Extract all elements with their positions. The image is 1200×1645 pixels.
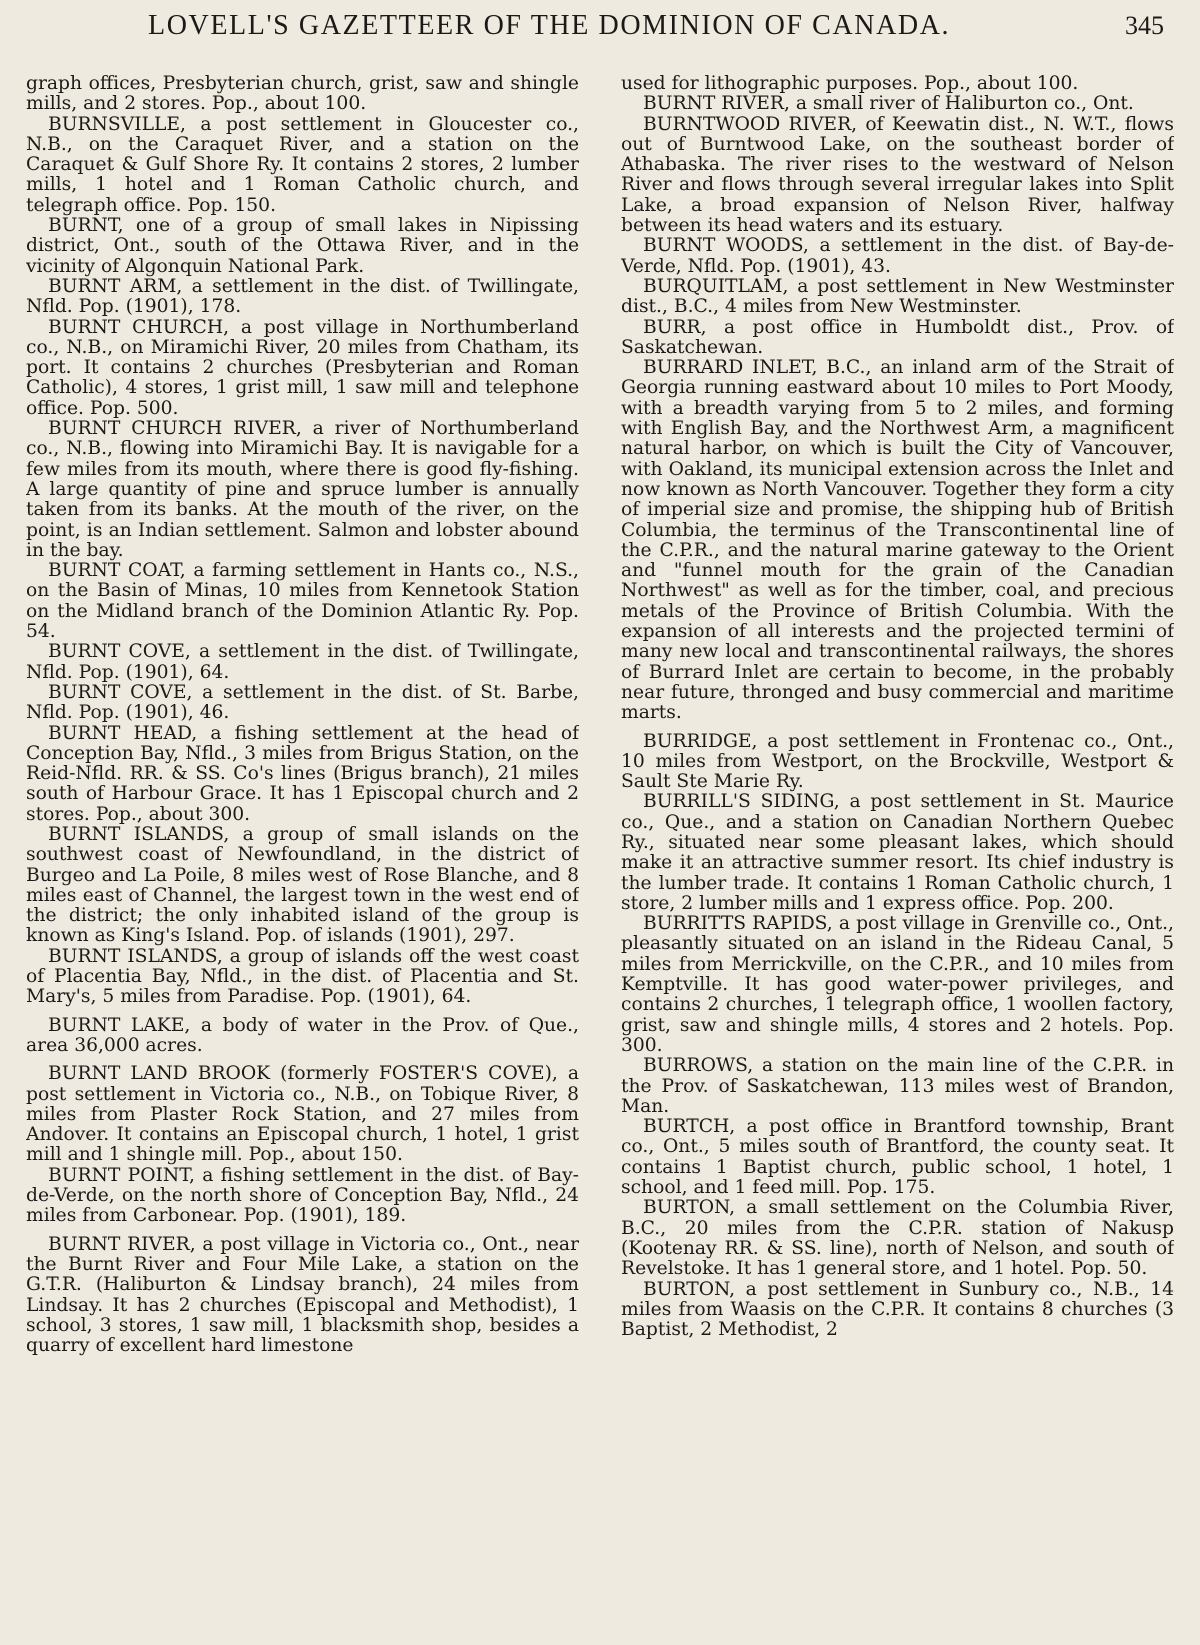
entry: BURQUITLAM, a post settlement in New Westminster dist., B.C., 4 miles from New Westminster. (621, 275, 1174, 318)
entry: BURNT WOODS, a settlement in the dist. of Bay-de-Verde, Nfld. Pop. (1901), 43. (621, 235, 1174, 277)
entry: BURTCH, a post office in Brantford township, Brant co., Ont., 5 miles south of Brantford, the county seat. It contains 1 Baptist church, public school, 1 hotel, 1 school, and 1 feed mill. Pop. 175. (621, 1116, 1174, 1199)
entry: BURNT CHURCH, a post village in Northumberland co., N.B., on Miramichi River, 20 miles from Chatham, its port. It contains 2 churches (Presbyterian and Roman Catholic), 4 stores, 1 grist mill, 1 saw mill and telephone office. Pop. 500. (26, 316, 579, 419)
entry: BURTON, a small settlement on the Columbia River, B.C., 20 miles from the C.P.R. station of Nakusp (Kootenay RR. & SS. line), north of Nelson, and south of Revelstoke. It has 1 general store, and 1 hotel. Pop. 50. (621, 1197, 1174, 1280)
entry: BURNT ARM, a settlement in the dist. of Twillingate, Nfld. Pop. (1901), 178. (26, 275, 579, 318)
entry: BURNT, one of a group of small lakes in Nipissing district, Ont., south of the Ottawa River, and in the vicinity of Algonquin National Park. (26, 215, 579, 277)
entry: BURNT POINT, a fishing settlement in the dist. of Bay-de-Verde, on the north shore of Conception Bay, Nfld., 24 miles from Carbonear. Pop. (1901), 189. (26, 1164, 579, 1227)
left-column (26, 74, 579, 1627)
entry: BURRILL'S SIDING, a post settlement in St. Maurice co., Que., and a station on Canadian Northern Quebec Ry., situated near some pleasant lakes, which should make it an attractive summer resort. Its chief industry is the lumber trade. It contains 1 Roman Catholic church, 1 store, 2 lumber mills and 1 express office. Pop. 200. (621, 791, 1174, 914)
entry: BURRIDGE, a post settlement in Frontenac co., Ont., 10 miles from Westport, on the Brockville, Westport & Sault Ste Marie Ry. (621, 730, 1174, 793)
entry: graph offices, Presbyterian church, grist, saw and shingle mills, and 2 stores. Pop., about 100. (26, 74, 579, 115)
entry: BURNT COVE, a settlement in the dist. of Twillingate, Nfld. Pop. (1901), 64. (26, 641, 579, 683)
right-column (621, 74, 1174, 1627)
entry: BURNT LAND BROOK (formerly FOSTER'S COVE), a post settlement in Victoria co., N.B., on Tobique River, 8 miles from Plaster Rock Station, and 27 miles from Andover. It contains an Episcopal church, 1 hotel, 1 grist mill and 1 shingle mill. Pop., about 150. (26, 1063, 579, 1166)
entry: BURNT ISLANDS, a group of small islands on the southwest coast of Newfoundland, in the district of Burgeo and La Poile, 8 miles west of Rose Blanche, and 8 miles east of Channel, the largest town in the west end of the district; the only inhabited island of the group is known as King's Island. Pop. of islands (1901), 297. (26, 823, 579, 947)
entry: BURNT RIVER, a small river of Haliburton co., Ont. (643, 93, 1134, 115)
entry: BURRITTS RAPIDS, a post village in Grenville co., Ont., pleasantly situated on an island in the Rideau Canal, 5 miles from Merrickville, on the C.P.R., and 10 miles from Kemptville. It has good water-power privileges, and contains 2 churches, 1 telegraph office, 1 woollen factory, grist, saw and shingle mills, 4 stores and 2 hotels. Pop. 300. (621, 913, 1174, 1056)
entry: BURTON, a post settlement in Sunbury co., N.B., 14 miles from Waasis on the C.P.R. It contains 8 churches (3 Baptist, 2 Methodist, 2 (621, 1278, 1174, 1341)
running-title: LOVELL'S GAZETTEER OF THE DOMINION OF CANADA. (148, 10, 951, 41)
entry: BURNT ISLANDS, a group of islands off the west coast of Placentia Bay, Nfld., in the dist. of Placentia and St. Mary's, 5 miles from Paradise. Pop. (1901), 64. (26, 945, 579, 1008)
entry: BURNTWOOD RIVER, of Keewatin dist., N. W.T., flows out of Burntwood Lake, on the southeast border of Athabaska. The river rises to the westward of Nelson River and flows through several irregular lakes into Split Lake, a broad expansion of Nelson River, halfway between its head waters and its estuary. (621, 113, 1174, 237)
entry: BURNSVILLE, a post settlement in Gloucester co., N.B., on the Caraquet River, and a station on the Caraquet & Gulf Shore Ry. It contains 2 stores, 2 lumber mills, 1 hotel and 1 Roman Catholic church, and telegraph office. Pop. 150. (26, 113, 579, 216)
entry: BURNT RIVER, a post village in Victoria co., Ont., near the Burnt River and Four Mile Lake, a station on the G.T.R. (Haliburton & Lindsay branch), 24 miles from Lindsay. It has 2 churches (Episcopal and Methodist), 1 school, 3 stores, 1 saw mill, 1 blacksmith shop, besides a quarry of excellent hard limestone (26, 1233, 579, 1357)
entry: BURNT HEAD, a fishing settlement at the head of Conception Bay, Nfld., 3 miles from Brigus Station, on the Reid-Nfld. RR. & SS. Co's lines (Brigus branch), 21 miles south of Harbour Grace. It has 1 Episcopal church and 2 stores. Pop., about 300. (26, 722, 579, 825)
entry: BURROWS, a station on the main line of the C.P.R. in the Prov. of Saskatchewan, 113 miles west of Brandon, Man. (621, 1055, 1174, 1117)
page-number: 345 (1125, 11, 1164, 40)
entry: BURR, a post office in Humboldt dist., Prov. of Saskatchewan. (621, 316, 1174, 358)
entry: BURNT COVE, a settlement in the dist. of St. Barbe, Nfld. Pop. (1901), 46. (26, 681, 579, 724)
page-header (0, 6, 1200, 48)
entry: BURRARD INLET, B.C., an inland arm of the Strait of Georgia running eastward about 10 miles to Port Moody, with a breadth varying from 5 to 2 miles, and forming with English Bay, and the Northwest Arm, a magnificent natural harbor, on which is built the City of Vancouver, with Oakland, its municipal extension across the Inlet and now known as North Vancouver. Together they form a city of imperial size and promise, the shipping hub of British Columbia, the terminus of the Transcontinental line of the C.P.R., and the natural marine gateway to the Orient and "funnel mouth for the grain of the Canadian Northwest" as well as for the timber, coal, and precious metals of the Province of British Columbia. With the expansion of all interests and the projected termini of many new local and transcontinental railways, the shores of Burrard Inlet are certain to become, in the probably near future, thronged and busy commercial and maritime marts. (621, 357, 1174, 724)
entry: used for lithographic purposes. Pop., about 100. (621, 74, 1079, 94)
entry: BURNT LAKE, a body of water in the Prov. of Que., area 36,000 acres. (26, 1014, 579, 1056)
entry: BURNT COAT, a farming settlement in Hants co., N.S., on the Basin of Minas, 10 miles from Kennetook Station on the Midland branch of the Dominion Atlantic Ry. Pop. 54. (26, 560, 579, 643)
text-columns (26, 74, 1174, 1627)
entry: BURNT CHURCH RIVER, a river of Northumberland co., N.B., flowing into Miramichi Bay. It is navigable for a few miles from its mouth, where there is good fly-fishing. A large quantity of pine and spruce lumber is annually taken from its banks. At the mouth of the river, on the point, is an Indian settlement. Salmon and lobster abound in the bay. (26, 418, 579, 561)
